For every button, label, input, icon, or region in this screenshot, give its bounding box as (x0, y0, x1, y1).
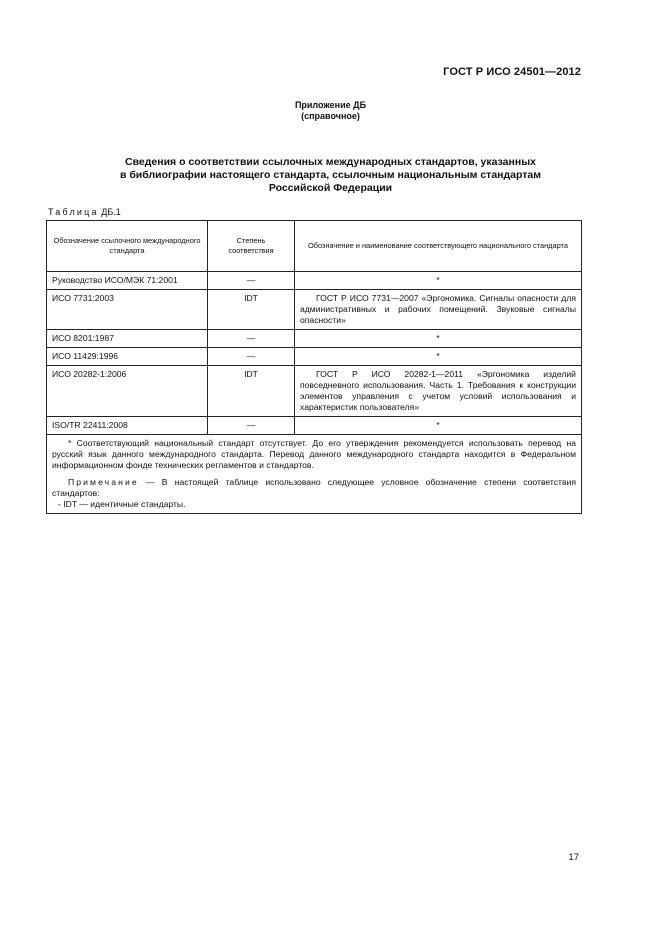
cell-degree: — (208, 348, 295, 366)
table-row (47, 366, 582, 417)
section-heading (60, 156, 601, 195)
table-notes-row (47, 435, 582, 514)
appendix-header (0, 100, 661, 122)
cell-national: * (295, 330, 582, 348)
cell-intl: Руководство ИСО/МЭК 71:2001 (47, 272, 208, 290)
cell-intl: ISO/TR 22411:2008 (47, 417, 208, 435)
cell-national: * (295, 348, 582, 366)
table-row (47, 290, 582, 330)
note-list-item: - IDT — идентичные стандарты. (58, 499, 186, 509)
document-code: ГОСТ Р ИСО 24501—2012 (443, 66, 581, 78)
cell-degree: IDT (208, 290, 295, 330)
table-row (47, 330, 582, 348)
table-footnote: * Соответствующий национальный стандарт отсутствует. До его утверждения рекомендуется использовать перевод на русский язык данного международного стандарта. Перевод данного международного стандарта находится в Федеральном информационном фонде технических регламентов и стандартов. (52, 438, 576, 470)
cell-degree: — (208, 330, 295, 348)
table-caption (48, 207, 121, 217)
table-row (47, 348, 582, 366)
table-caption-number: ДБ.1 (101, 207, 121, 217)
table-row (47, 417, 582, 435)
appendix-title: Приложение ДБ (294, 100, 367, 110)
correspondence-table (46, 220, 582, 514)
note-text: — В настоящей таблице использовано следующее условное обозначение степени соответствия стандартов: (52, 477, 577, 498)
cell-degree: — (208, 272, 295, 290)
note-label: Примечание (68, 477, 139, 487)
table-note (52, 477, 576, 499)
header-degree: Степень соответствия (208, 221, 295, 272)
table-notes (47, 435, 582, 514)
table-row (47, 272, 582, 290)
header-national-standard: Обозначение и наименование соответствующего национального стандарта (295, 221, 582, 272)
header-intl-standard: Обозначение ссылочного международного стандарта (47, 221, 208, 272)
heading-line-1: Сведения о соответствии ссылочных международных стандартов, указанных (124, 156, 536, 168)
heading-line-2: в библиографии настоящего стандарта, ссылочным национальным стандартам (119, 169, 542, 181)
cell-intl: ИСО 11429:1996 (47, 348, 208, 366)
appendix-subtitle: (справочное) (301, 111, 360, 121)
page-number: 17 (568, 852, 579, 863)
heading-line-3: Российской Федерации (268, 182, 393, 194)
cell-degree: — (208, 417, 295, 435)
cell-degree: IDT (208, 366, 295, 417)
table-header-row (47, 221, 582, 272)
table-caption-label: Таблица (48, 207, 99, 217)
cell-national: ГОСТ Р ИСО 7731—2007 «Эргономика. Сигналы опасности для административных и рабочих помещений. Звуковые сигналы опасности» (295, 290, 582, 330)
cell-intl: ИСО 8201:1987 (47, 330, 208, 348)
cell-national: * (295, 417, 582, 435)
cell-national: ГОСТ Р ИСО 20282-1—2011 «Эргономика изделий повседневного использования. Часть 1. Требования к конструкции элементов управления с учетом условий использования и характеристик пользователя» (295, 366, 582, 417)
cell-national: * (295, 272, 582, 290)
cell-intl: ИСО 20282-1:2006 (47, 366, 208, 417)
cell-intl: ИСО 7731:2003 (47, 290, 208, 330)
